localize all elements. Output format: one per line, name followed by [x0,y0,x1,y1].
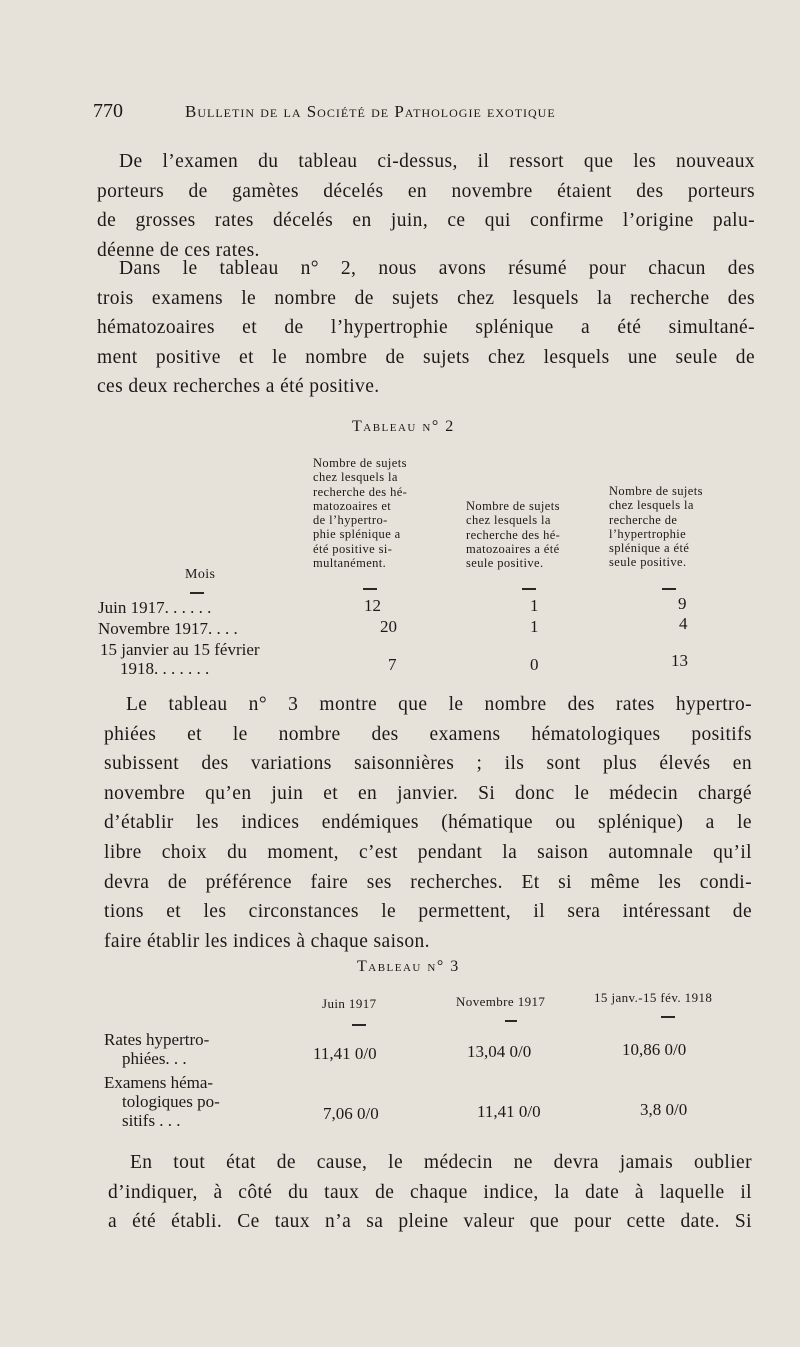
header-line: l’hypertrophie [609,526,687,541]
table-3-col-header: Novembre 1917 [456,994,546,1009]
text-line: novembre qu’en juin et en janvier. Si donc le médecin chargé [104,782,752,804]
header-line: phie splénique a [313,527,401,542]
column-dash [363,588,377,590]
column-dash [190,592,204,594]
text-line: devra de préférence faire ses recherches. Et si même les condi- [104,871,752,893]
header-line: splénique a été [609,541,690,556]
header-line: matozoaires a été [466,541,560,556]
text-line: d’indiquer, à côté du taux de chaque indice, la date à laquelle il [108,1181,752,1203]
table-2-cell: 20 [380,617,397,636]
row-label-line: sitifs . . . [122,1111,181,1130]
running-title: Bulletin de la Société de Pathologie exotique [185,102,556,121]
table-3-cell: 3,8 0/0 [640,1100,688,1119]
table-3-col-header: 15 janv.-15 fév. 1918 [594,990,713,1005]
paragraph-4 [108,1148,752,1237]
header-line: matozoaires et [313,498,392,513]
text-line: trois examens le nombre de sujets chez lesquels la recherche des [97,287,755,309]
table-2-cell: 1 [530,617,539,636]
text-line: Dans le tableau n° 2, nous avons résumé pour chacun des [119,258,755,279]
paragraph-3 [104,690,752,956]
column-dash [505,1020,517,1022]
row-label-line: 15 janvier au 15 février [100,640,260,659]
table-2-row-label [100,640,260,678]
table-2-cell: 13 [671,651,688,670]
text-line: hématozoaires et de l’hypertrophie splénique a été simultané- [97,317,755,339]
row-label-line: Rates hypertro- [104,1030,210,1049]
text-line: phiées et le nombre des examens hématologiques positifs [104,723,752,745]
text-line: De l’examen du tableau ci-dessus, il ressort que les nouveaux [119,151,755,172]
column-dash [522,588,536,590]
table-3-title: Tableau n° 3 [357,958,460,975]
row-label-line: 1918. . . . . . . [120,659,210,678]
header-line: chez lesquels la [313,470,398,485]
text-line: de grosses rates décelés en juin, ce qui confirme l’origine palu- [97,210,755,232]
table-2-cell: 9 [678,594,687,613]
page-number: 770 [93,100,123,122]
header-line: chez lesquels la [609,498,694,513]
table-3-row-label [104,1073,220,1130]
table-2-cell: 1 [530,596,539,615]
text-line: d’établir les indices endémiques (hématique ou splénique) a le [104,812,752,834]
paragraph-1 [97,147,755,265]
table-2-cell: 0 [530,655,539,674]
table-3-cell: 10,86 0/0 [622,1040,687,1059]
table-2-row-label [98,619,238,638]
column-dash [662,588,676,590]
row-label-line: Juin 1917. . . . . . [98,598,212,617]
text-line: tions et les circonstances le permettent, il sera intéressant de [104,901,752,923]
header-line: seule positive. [466,556,544,571]
table-3-cell: 11,41 0/0 [477,1102,541,1121]
header-line: recherche des hé- [313,484,408,499]
page-header [93,100,713,130]
header-line: Nombre de sujets [313,456,407,470]
table-2-cell: 4 [679,614,688,633]
text-line: subissent des variations saisonnières ; ils sont plus élevés en [104,753,752,775]
header-line: recherche de [609,512,678,527]
column-dash [661,1016,675,1018]
table-2-title: Tableau n° 2 [352,418,455,435]
header-line: multanément. [313,556,387,571]
text-line: libre choix du moment, c’est pendant la saison automnale qu’il [104,841,752,863]
header-line: Nombre de sujets [466,499,560,513]
row-label-line: tologiques po- [122,1092,220,1111]
table-2-col2-header [466,499,560,570]
table-2-col-mois-header: Mois [185,567,216,582]
table-3-row-label [104,1030,209,1068]
text-line: faire établir les indices à chaque saison. [104,930,430,952]
header-line: recherche des hé- [466,527,561,542]
table-3-col-header: Juin 1917 [322,996,377,1011]
text-line: porteurs de gamètes décelés en novembre étaient des porteurs [97,180,755,202]
table-3-cell: 7,06 0/0 [323,1104,379,1123]
table-3-cell: 13,04 0/0 [467,1042,532,1061]
table-2-cell: 7 [388,655,397,674]
table-3-cell: 11,41 0/0 [313,1044,377,1063]
text-line: Le tableau n° 3 montre que le nombre des rates hypertro- [126,694,752,715]
header-line: chez lesquels la [466,513,551,528]
text-line: ment positive et le nombre de sujets chez lesquels une seule de [97,346,755,368]
text-line: a été établi. Ce taux n’a sa pleine valeur que pour cette date. Si [108,1211,752,1233]
paragraph-2 [97,254,755,402]
header-line: Nombre de sujets [609,484,703,498]
text-line: En tout état de cause, le médecin ne devra jamais oublier [130,1152,752,1173]
header-line: été positive si- [313,541,393,556]
table-2-cell: 12 [364,596,381,615]
table-2-col3-header [609,484,703,570]
column-dash [352,1024,366,1026]
row-label-line: Examens héma- [104,1073,214,1092]
header-line: seule positive. [609,555,687,570]
table-2-col1-header [313,456,407,570]
table-2-row-label [98,598,211,617]
text-line: ces deux recherches a été positive. [97,376,380,398]
text-line: déenne de ces rates. [97,239,260,261]
row-label-line: phiées. . . [122,1049,187,1068]
header-line: de l’hypertro- [313,513,388,528]
row-label-line: Novembre 1917. . . . [98,619,238,638]
